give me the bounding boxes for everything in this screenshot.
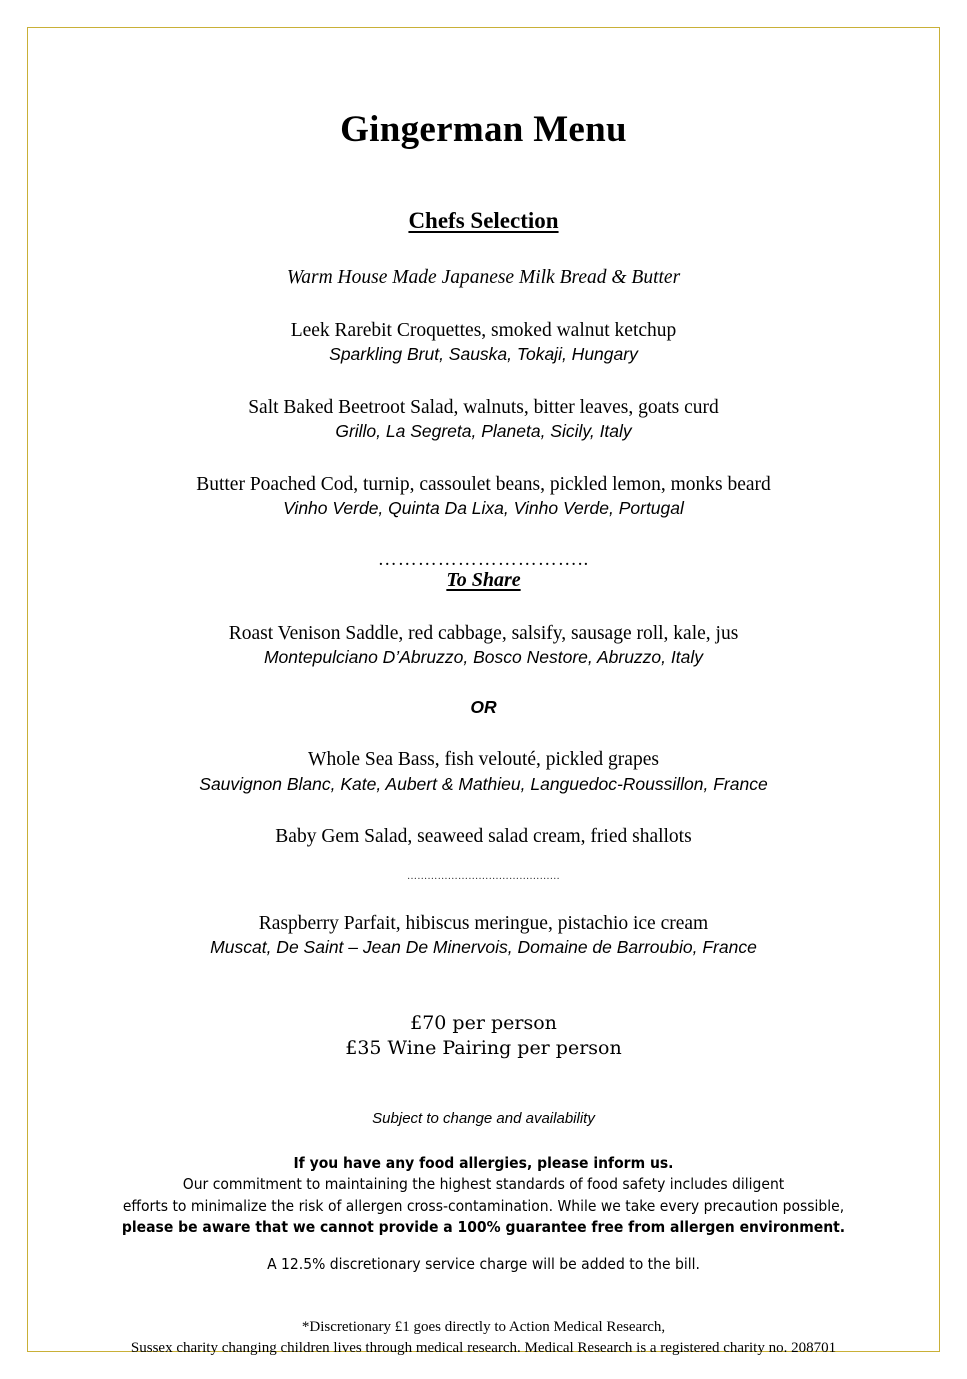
allergy-heading: If you have any food allergies, please inform us.: [293, 1154, 674, 1173]
section-divider: …………………………..: [377, 549, 590, 571]
charity-text-line: Sussex charity changing children lives through medical research. Medical Research is a registered charity no. 208701: [130, 1339, 837, 1356]
dish-name: Baby Gem Salad, seaweed salad cream, fried shallots: [275, 826, 692, 848]
section-divider: ………………………………………: [407, 870, 560, 882]
pricing-block: [60, 959, 907, 1062]
page-title: Gingerman Menu: [340, 109, 627, 150]
dish-name: Whole Sea Bass, fish velouté, pickled grapes: [308, 749, 659, 771]
dish-name: Raspberry Parfait, hibiscus meringue, pistachio ice cream: [258, 912, 709, 934]
section-heading-chefs-selection: Chefs Selection: [408, 207, 559, 233]
service-charge-note: A 12.5% discretionary service charge will be added to the bill.: [267, 1254, 700, 1273]
dish-item: [60, 443, 907, 520]
allergy-text-line: Our commitment to maintaining the highest standards of food safety includes diligent: [182, 1175, 785, 1194]
dish-wine-pairing: Vinho Verde, Quinta Da Lixa, Vinho Verde, Portugal: [283, 498, 684, 519]
price-per-person: £70 per person: [410, 1011, 557, 1034]
dish-name: Butter Poached Cod, turnip, cassoulet beans, pickled lemon, monks beard: [196, 473, 771, 495]
allergy-text-line: please be aware that we cannot provide a 100% guarantee free from allergen environment.: [121, 1218, 846, 1237]
dish-wine-pairing: Montepulciano D’Abruzzo, Bosco Nestore, Abruzzo, Italy: [263, 647, 703, 668]
option-separator-or: OR: [470, 697, 497, 718]
dish-wine-pairing: Grillo, La Segreta, Planeta, Sicily, Italy: [335, 421, 632, 442]
dish-item: [60, 718, 907, 795]
dish-wine-pairing: Sparkling Brut, Sauska, Tokaji, Hungary: [329, 344, 638, 365]
dish-item: [60, 289, 907, 366]
dish-wine-pairing: Sauvignon Blanc, Kate, Aubert & Mathieu, Languedoc-Roussillon, France: [199, 773, 768, 794]
dessert-item: [60, 882, 907, 959]
dish-item: [60, 366, 907, 443]
dish-name: Salt Baked Beetroot Salad, walnuts, bitter leaves, goats curd: [248, 396, 719, 418]
dish-name: Roast Venison Saddle, red cabbage, salsify, sausage roll, kale, jus: [228, 623, 739, 645]
bread-course-item: Warm House Made Japanese Milk Bread & Butter: [286, 266, 681, 288]
availability-note: Subject to change and availability: [372, 1110, 595, 1128]
dish-name: Leek Rarebit Croquettes, smoked walnut ketchup: [290, 319, 677, 341]
allergy-text-line: efforts to minimalize the risk of allergen cross-contamination. While we take every precaution possible,: [122, 1196, 845, 1215]
side-dish-item: [60, 795, 907, 849]
charity-text-line: *Discretionary £1 goes directly to Action Medical Research,: [301, 1318, 666, 1335]
dish-item: [60, 592, 907, 669]
section-heading-to-share: To Share: [446, 569, 521, 592]
dish-wine-pairing: Muscat, De Saint – Jean De Minervois, Domaine de Barroubio, France: [210, 937, 757, 958]
price-wine-pairing: £35 Wine Pairing per person: [345, 1037, 622, 1060]
charity-notice: [60, 1273, 907, 1359]
allergy-notice: [60, 1127, 907, 1273]
